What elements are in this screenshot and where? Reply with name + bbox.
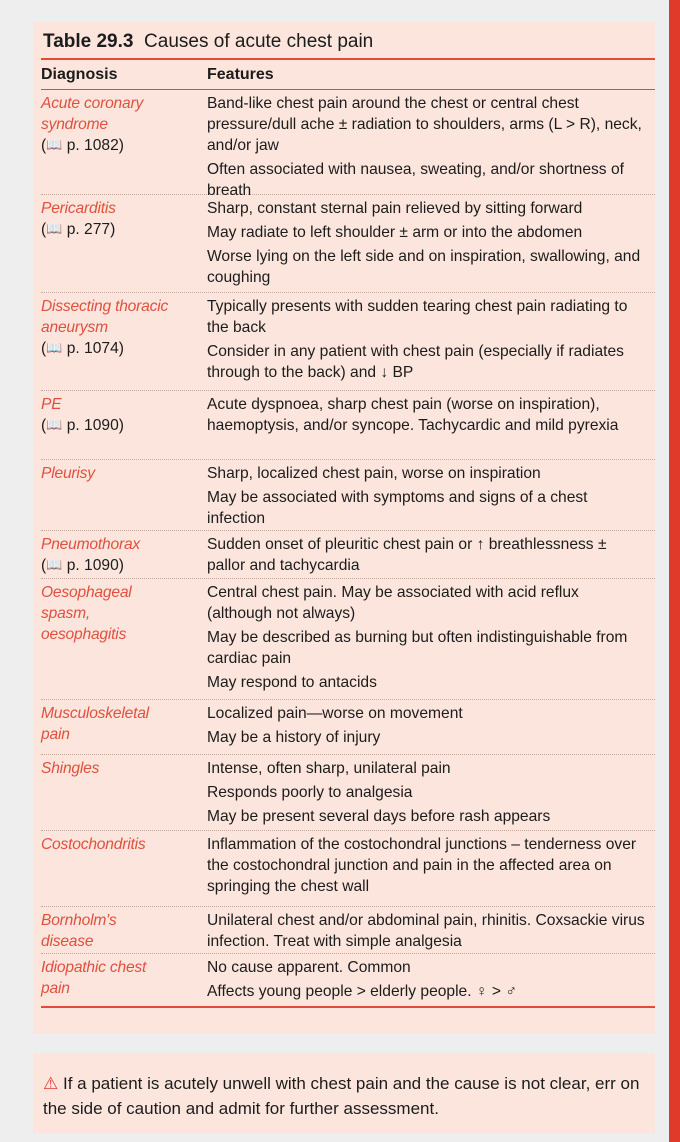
header-diagnosis: Diagnosis <box>41 66 118 83</box>
features-cell <box>207 394 655 459</box>
diagnosis-name: pain <box>41 980 70 997</box>
feature-text: Intense, often sharp, unilateral pain <box>207 760 451 777</box>
diagnosis-cell <box>41 394 207 459</box>
diagnosis-cell <box>41 703 207 754</box>
feature-text: Band-like chest pain around the chest or central chest pressure/dull ache ± radiation to shoulders, arms (L > R), neck, and/or jaw <box>207 95 642 154</box>
diagnosis-name: Pericarditis <box>41 200 116 217</box>
features-cell <box>207 296 655 390</box>
bottom-rule <box>41 1006 655 1008</box>
diagnosis-name: disease <box>41 933 94 950</box>
table-row <box>41 906 655 953</box>
table-caption: Causes of acute chest pain <box>144 31 374 52</box>
book-icon: 📖 <box>46 138 63 153</box>
diagnosis-cell <box>41 198 207 292</box>
features-cell <box>207 93 655 199</box>
feature-text: Consider in any patient with chest pain (especially if radiates through to the back) and ↓ BP <box>207 343 624 381</box>
diagnosis-cell <box>41 834 207 906</box>
feature-text: Inflammation of the costochondral junctions – tenderness over the costochondral junction and pain in the affected area on springing the chest wall <box>207 836 637 895</box>
diagnosis-name: Musculoskeletal <box>41 705 149 722</box>
page-edge-bar <box>669 0 680 1142</box>
diagnosis-name: Bornholm's <box>41 912 117 929</box>
header-features: Features <box>207 66 274 83</box>
feature-text: May be described as burning but often indistinguishable from cardiac pain <box>207 629 628 667</box>
table-row <box>41 830 655 906</box>
diagnosis-cell <box>41 534 207 578</box>
feature-text: May radiate to left shoulder ± arm or into the abdomen <box>207 224 583 241</box>
diagnosis-name: PE <box>41 396 62 413</box>
feature-text: Localized pain—worse on movement <box>207 705 463 722</box>
feature-text: Acute dyspnoea, sharp chest pain (worse on inspiration), haemoptysis, and/or syncope. Tachycardic and mild pyrexia <box>207 396 619 434</box>
table-title <box>41 22 655 58</box>
diagnosis-name: Acute coronary <box>41 95 144 112</box>
warning-text: If a patient is acutely unwell with chest pain and the cause is not clear, err on the side of caution and admit for further assessment. <box>43 1074 640 1118</box>
diagnosis-name: Dissecting thoracic <box>41 298 169 315</box>
page-reference-text: p. 277) <box>62 221 116 238</box>
diagnosis-cell <box>41 957 207 1006</box>
features-cell <box>207 463 655 530</box>
feature-text: May be a history of injury <box>207 729 381 746</box>
feature-text: Sudden onset of pleuritic chest pain or ↑ breathlessness ± pallor and tachycardia <box>207 536 607 574</box>
book-icon: 📖 <box>46 222 63 237</box>
features-cell <box>207 703 655 754</box>
feature-text: Sharp, constant sternal pain relieved by sitting forward <box>207 200 583 217</box>
table-row <box>41 90 655 199</box>
features-cell <box>207 910 655 953</box>
feature-text: Central chest pain. May be associated with acid reflux (although not always) <box>207 584 579 622</box>
table-row <box>41 578 655 699</box>
features-cell <box>207 534 655 578</box>
table-number: Table 29.3 <box>43 31 134 52</box>
diagnosis-name: Shingles <box>41 760 100 777</box>
feature-text: Responds poorly to analgesia <box>207 784 413 801</box>
page-reference: (📖 p. 1082) <box>41 137 124 154</box>
diagnosis-name: spasm, <box>41 605 91 622</box>
diagnosis-cell <box>41 93 207 194</box>
table-row <box>41 699 655 754</box>
page-reference: (📖 p. 1090) <box>41 557 124 574</box>
diagnosis-name: Oesophageal <box>41 584 132 601</box>
diagnosis-name: Costochondritis <box>41 836 146 853</box>
features-cell <box>207 957 655 1006</box>
page-reference: (📖 p. 1074) <box>41 340 124 357</box>
table-row <box>41 292 655 390</box>
warning-triangle-icon: ⚠ <box>43 1074 59 1093</box>
feature-text: Often associated with nausea, sweating, and/or shortness of breath <box>207 161 624 199</box>
feature-text: Sharp, localized chest pain, worse on inspiration <box>207 465 541 482</box>
table-header <box>41 60 655 89</box>
diagnosis-name: syndrome <box>41 116 108 133</box>
table-body <box>41 90 655 1006</box>
diagnosis-cell <box>41 910 207 953</box>
feature-text: May be present several days before rash appears <box>207 808 551 825</box>
diagnosis-cell <box>41 582 207 699</box>
table-row <box>41 194 655 292</box>
diagnosis-name: Idiopathic chest <box>41 959 147 976</box>
feature-text: Unilateral chest and/or abdominal pain, rhinitis. Coxsackie virus infection. Treat with simple analgesia <box>207 912 645 950</box>
features-cell <box>207 198 655 292</box>
diagnosis-name: Pleurisy <box>41 465 95 482</box>
feature-text: Worse lying on the left side and on inspiration, swallowing, and coughing <box>207 248 641 286</box>
page-reference-text: p. 1082) <box>62 137 124 154</box>
diagnosis-name: Pneumothorax <box>41 536 141 553</box>
feature-text: Affects young people > elderly people. ♀ > ♂ <box>207 983 518 1000</box>
diagnosis-cell <box>41 463 207 530</box>
diagnosis-cell <box>41 758 207 830</box>
table-row <box>41 754 655 830</box>
diagnosis-name: oesophagitis <box>41 626 127 643</box>
feature-text: May respond to antacids <box>207 674 377 691</box>
page-reference: (📖 p. 1090) <box>41 417 124 434</box>
warning-note <box>33 1053 655 1133</box>
table-row <box>41 390 655 459</box>
diagnosis-cell <box>41 296 207 390</box>
page-reference: (📖 p. 277) <box>41 221 116 238</box>
book-icon: 📖 <box>46 418 63 433</box>
features-cell <box>207 834 655 906</box>
diagnosis-name: aneurysm <box>41 319 108 336</box>
table-row <box>41 953 655 1006</box>
page-reference-text: p. 1074) <box>62 340 124 357</box>
features-cell <box>207 758 655 830</box>
feature-text: No cause apparent. Common <box>207 959 411 976</box>
table-row <box>41 459 655 530</box>
features-cell <box>207 582 655 699</box>
page-reference-text: p. 1090) <box>62 417 124 434</box>
chest-pain-table <box>33 22 655 1033</box>
diagnosis-name: pain <box>41 726 70 743</box>
feature-text: May be associated with symptoms and signs of a chest infection <box>207 489 588 527</box>
feature-text: Typically presents with sudden tearing chest pain radiating to the back <box>207 298 628 336</box>
book-icon: 📖 <box>46 558 63 573</box>
book-icon: 📖 <box>46 341 63 356</box>
page-reference-text: p. 1090) <box>62 557 124 574</box>
table-row <box>41 530 655 578</box>
